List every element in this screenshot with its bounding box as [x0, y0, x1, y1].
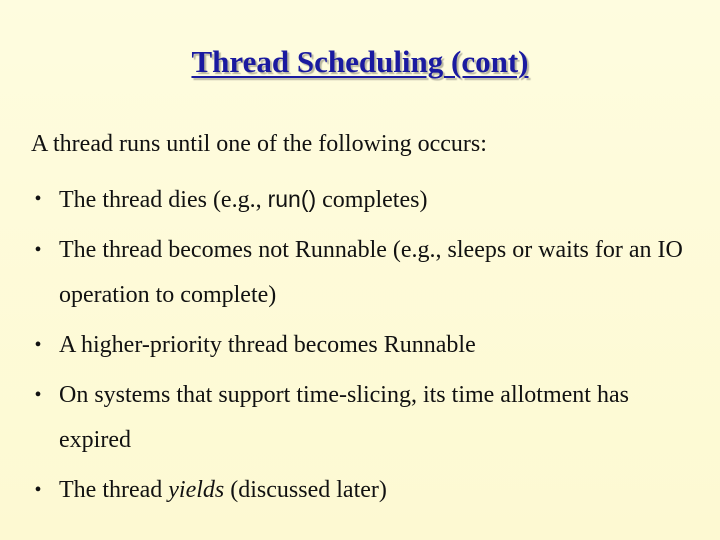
bullet-icon: • — [34, 384, 42, 406]
bullet-text-prefix: The thread dies (e.g., — [59, 187, 268, 213]
bullet-icon: • — [34, 334, 42, 356]
bullet-text-suffix: (discussed later) — [224, 477, 387, 503]
code-run: run() — [267, 186, 317, 212]
bullet-item-not-runnable — [31, 228, 701, 318]
bullet-text-prefix: The thread — [59, 477, 169, 503]
emphasis-yields: yields — [168, 477, 225, 503]
intro-text: A thread runs until one of the following occurs: — [31, 131, 487, 157]
bullet-icon: • — [34, 239, 42, 261]
bullet-text: On systems that support time-slicing, its time allotment has expired — [59, 382, 629, 453]
bullet-text-suffix: completes) — [316, 187, 428, 213]
bullet-icon: • — [34, 479, 42, 501]
slide-title: Thread Scheduling (cont) — [191, 44, 529, 79]
bullet-text: A higher-priority thread becomes Runnable — [59, 332, 476, 358]
bullet-text: The thread becomes not Runnable (e.g., sleeps or waits for an IO operation to complete) — [59, 237, 683, 308]
bullet-item-yields — [31, 468, 701, 513]
bullet-item-higher-priority — [31, 323, 701, 368]
bullet-item-time-slicing — [31, 373, 701, 463]
bullet-icon: • — [34, 188, 42, 210]
bullet-item-thread-dies — [31, 177, 701, 223]
bullet-list — [31, 177, 701, 518]
